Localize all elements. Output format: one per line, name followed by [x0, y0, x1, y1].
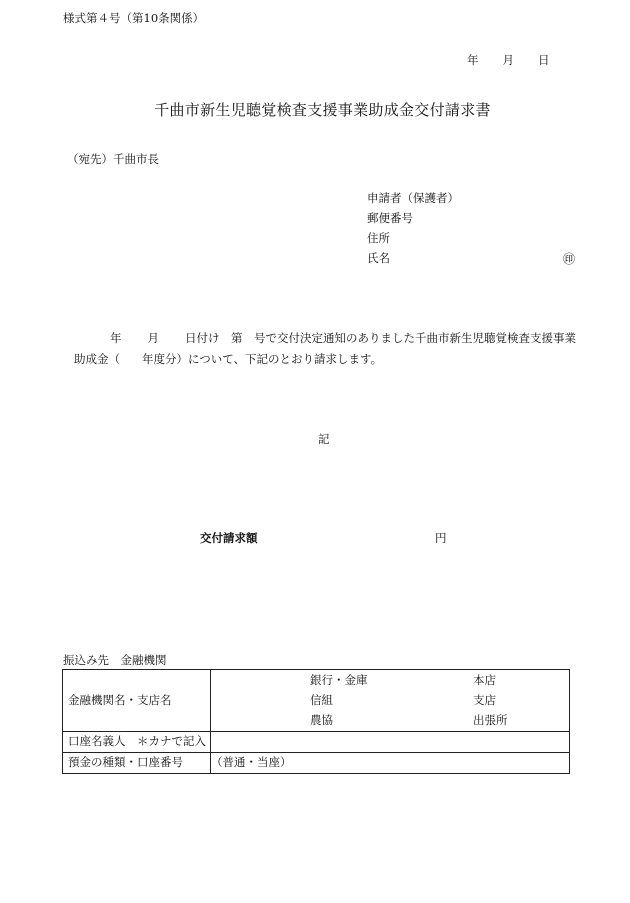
addressee: （宛先）千曲市長 [67, 152, 159, 166]
amount-label: 交付請求額 [200, 531, 258, 545]
applicant-address: 住所 [367, 231, 390, 245]
table-row [63, 753, 570, 774]
body-line-2-prefix: 助成金（ [74, 352, 120, 366]
transfer-heading: 振込み先 金融機関 [63, 653, 167, 667]
date-day: 日 [538, 53, 550, 67]
account-holder-cell [211, 732, 570, 753]
date-line [467, 55, 550, 67]
applicant-name: 氏名 [367, 251, 390, 265]
form-number: 様式第４号（第10条関係） [63, 11, 205, 25]
account-type: （普通・当座） [211, 753, 570, 774]
branch-type-3: 出張所 [473, 713, 508, 727]
ki-marker: 記 [318, 432, 330, 446]
date-year: 年 [467, 53, 479, 67]
institution-label: 金融機関名・支店名 [63, 670, 211, 732]
body-year: 年 [110, 331, 122, 345]
body-line-1 [110, 333, 576, 345]
institution-type-2: 信組 [310, 693, 333, 707]
body-month: 月 [147, 331, 159, 345]
applicant-requester: 申請者（保護者） [367, 191, 459, 205]
amount-unit: 円 [435, 531, 447, 545]
institution-type-3: 農協 [310, 713, 333, 727]
body-line-2-suffix: 年度分）について、下記のとおり請求します。 [142, 352, 383, 366]
body-line-1-rest: 日付け 第 号で交付決定通知のありました千曲市新生児聴覚検査支援事業 [185, 331, 576, 345]
table-row [63, 670, 570, 732]
institution-type-1: 銀行・金庫 [310, 673, 368, 687]
account-holder-label: 口座名義人 ＊カナで記入 [63, 732, 211, 753]
bank-table [62, 669, 570, 774]
institution-cell [211, 670, 570, 732]
branch-type-2: 支店 [473, 693, 496, 707]
branch-type-1: 本店 [473, 673, 496, 687]
applicant-postal-code: 郵便番号 [367, 211, 413, 225]
table-row [63, 732, 570, 753]
seal-mark: ㊞ [563, 252, 576, 266]
applicant-block [367, 193, 459, 273]
account-number-label: 預金の種類・口座番号 [63, 753, 211, 774]
body-line-2 [74, 354, 382, 366]
date-month: 月 [502, 53, 514, 67]
page-title: 千曲市新生児聴覚検査支援事業助成金交付請求書 [154, 101, 491, 119]
